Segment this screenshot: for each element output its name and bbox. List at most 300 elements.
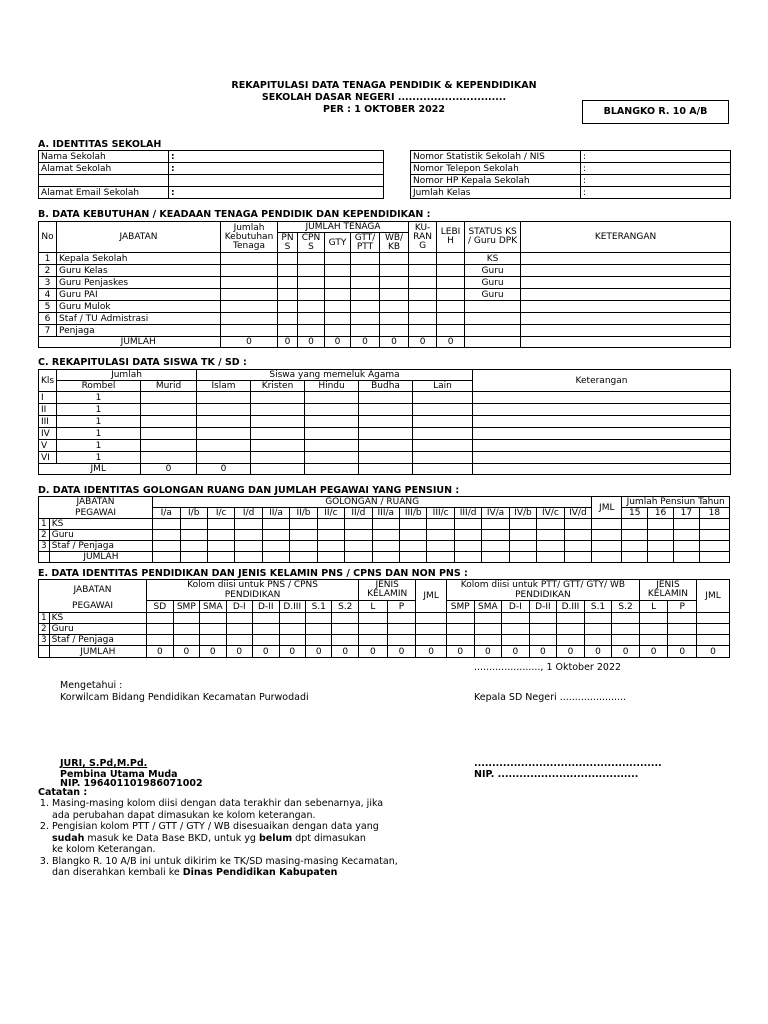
input-cell[interactable] <box>351 301 380 313</box>
input-cell[interactable] <box>235 552 262 563</box>
input-cell[interactable] <box>298 301 325 313</box>
input-cell[interactable] <box>697 613 730 624</box>
input-cell[interactable] <box>153 519 180 530</box>
input-cell[interactable] <box>416 635 447 646</box>
input-cell[interactable] <box>180 541 207 552</box>
input-cell[interactable] <box>290 541 317 552</box>
input-cell[interactable] <box>298 277 325 289</box>
input-cell[interactable] <box>173 624 199 635</box>
input-cell[interactable] <box>592 541 622 552</box>
input-cell[interactable] <box>332 613 359 624</box>
input-cell[interactable] <box>200 624 226 635</box>
input-cell[interactable] <box>278 301 298 313</box>
mengetahui-label: Mengetahui : <box>60 680 123 691</box>
input-cell[interactable] <box>409 325 437 337</box>
input-cell[interactable] <box>502 635 530 646</box>
input-cell[interactable] <box>380 253 409 265</box>
input-cell[interactable] <box>359 428 413 440</box>
row-kls: II <box>39 404 57 416</box>
input-cell[interactable] <box>305 635 331 646</box>
input-cell[interactable] <box>279 624 305 635</box>
input-cell[interactable] <box>509 541 536 552</box>
input-cell[interactable] <box>141 440 197 452</box>
total-cell: 0 <box>278 337 298 348</box>
input-cell[interactable] <box>454 541 481 552</box>
input-cell[interactable] <box>305 440 359 452</box>
input-cell[interactable] <box>305 624 331 635</box>
input-cell[interactable] <box>317 541 344 552</box>
input-cell[interactable] <box>400 552 427 563</box>
input-cell[interactable] <box>278 325 298 337</box>
input-cell[interactable] <box>529 635 557 646</box>
input-cell[interactable] <box>564 519 592 530</box>
col-jabatan: JABATAN <box>57 222 221 253</box>
col-gtt: GTT/ PTT <box>351 233 380 253</box>
input-cell[interactable] <box>372 552 399 563</box>
input-cell[interactable] <box>409 301 437 313</box>
input-cell[interactable] <box>699 519 729 530</box>
row-label: Guru <box>49 624 146 635</box>
input-cell[interactable] <box>372 519 399 530</box>
input-cell[interactable] <box>537 530 564 541</box>
input-cell[interactable] <box>251 440 305 452</box>
input-cell[interactable] <box>673 541 699 552</box>
input-cell[interactable] <box>413 452 473 464</box>
input-cell[interactable] <box>474 613 502 624</box>
input-cell[interactable] <box>207 552 234 563</box>
table-row <box>39 519 730 530</box>
keterangan-cell[interactable] <box>473 452 731 464</box>
col-cpns: CPN S <box>298 233 325 253</box>
input-cell[interactable] <box>325 301 351 313</box>
keterangan-cell[interactable] <box>473 404 731 416</box>
input-cell[interactable] <box>197 392 251 404</box>
input-cell[interactable] <box>564 541 592 552</box>
row-jabatan: Guru Mulok <box>57 301 221 313</box>
empty-cell <box>39 646 50 658</box>
input-cell[interactable] <box>345 519 372 530</box>
input-cell[interactable] <box>416 613 447 624</box>
total-cell: 0 <box>298 337 325 348</box>
input-cell[interactable] <box>305 613 331 624</box>
row-kls: I <box>39 392 57 404</box>
hp-ks-value[interactable]: : <box>581 175 731 187</box>
input-cell[interactable] <box>413 392 473 404</box>
keterangan-cell[interactable] <box>521 313 731 325</box>
total-cell: 0 <box>639 646 668 658</box>
input-cell[interactable] <box>509 530 536 541</box>
input-cell[interactable] <box>446 613 474 624</box>
jumlah-kelas-value[interactable]: : <box>581 187 731 199</box>
input-cell[interactable] <box>673 519 699 530</box>
input-cell[interactable] <box>251 392 305 404</box>
input-cell[interactable] <box>380 325 409 337</box>
input-cell[interactable] <box>298 265 325 277</box>
input-cell[interactable] <box>537 541 564 552</box>
row-label: KS <box>49 613 146 624</box>
col-keterangan: KETERANGAN <box>521 222 731 253</box>
input-cell[interactable] <box>622 552 648 563</box>
input-cell[interactable] <box>221 289 278 301</box>
input-cell[interactable] <box>437 301 465 313</box>
input-cell[interactable] <box>427 541 454 552</box>
input-cell[interactable] <box>427 552 454 563</box>
input-cell[interactable] <box>482 519 509 530</box>
input-cell[interactable] <box>697 624 730 635</box>
input-cell[interactable] <box>235 541 262 552</box>
input-cell[interactable] <box>207 530 234 541</box>
input-cell[interactable] <box>359 613 388 624</box>
keterangan-cell[interactable] <box>473 392 731 404</box>
input-cell[interactable] <box>413 416 473 428</box>
input-cell[interactable] <box>537 519 564 530</box>
input-cell[interactable] <box>351 277 380 289</box>
input-cell[interactable] <box>235 519 262 530</box>
input-cell[interactable] <box>221 253 278 265</box>
input-cell[interactable] <box>400 530 427 541</box>
input-cell[interactable] <box>409 277 437 289</box>
input-cell[interactable] <box>251 452 305 464</box>
input-cell[interactable] <box>173 635 199 646</box>
input-cell[interactable] <box>278 277 298 289</box>
input-cell[interactable] <box>345 530 372 541</box>
input-cell[interactable] <box>173 613 199 624</box>
input-cell[interactable] <box>221 277 278 289</box>
col-pns-d-i: D-I <box>226 601 252 613</box>
input-cell[interactable] <box>147 624 173 635</box>
keterangan-cell[interactable] <box>521 289 731 301</box>
row-no: 7 <box>39 325 57 337</box>
input-cell[interactable] <box>446 635 474 646</box>
input-cell[interactable] <box>141 452 197 464</box>
input-cell[interactable] <box>317 530 344 541</box>
input-cell[interactable] <box>153 541 180 552</box>
input-cell[interactable] <box>409 313 437 325</box>
input-cell[interactable] <box>427 530 454 541</box>
input-cell[interactable] <box>482 552 509 563</box>
keterangan-cell[interactable] <box>521 325 731 337</box>
input-cell[interactable] <box>454 519 481 530</box>
input-cell[interactable] <box>359 416 413 428</box>
input-cell[interactable] <box>278 289 298 301</box>
input-cell[interactable] <box>639 613 668 624</box>
input-cell[interactable] <box>325 289 351 301</box>
input-cell[interactable] <box>413 404 473 416</box>
input-cell[interactable] <box>200 613 226 624</box>
input-cell[interactable] <box>180 552 207 563</box>
input-cell[interactable] <box>502 624 530 635</box>
input-cell[interactable] <box>557 624 585 635</box>
input-cell[interactable] <box>592 530 622 541</box>
total-cell: 0 <box>253 646 279 658</box>
input-cell[interactable] <box>699 530 729 541</box>
input-cell[interactable] <box>345 552 372 563</box>
input-cell[interactable] <box>387 613 416 624</box>
nis-value[interactable]: : <box>581 151 731 163</box>
input-cell[interactable] <box>474 635 502 646</box>
input-cell[interactable] <box>262 552 289 563</box>
input-cell[interactable] <box>380 301 409 313</box>
input-cell[interactable] <box>564 530 592 541</box>
input-cell[interactable] <box>207 519 234 530</box>
keterangan-cell[interactable] <box>521 301 731 313</box>
input-cell[interactable] <box>437 277 465 289</box>
input-cell[interactable] <box>305 416 359 428</box>
input-cell[interactable] <box>278 313 298 325</box>
input-cell[interactable] <box>699 541 729 552</box>
input-cell[interactable] <box>221 313 278 325</box>
input-cell[interactable] <box>325 265 351 277</box>
input-cell[interactable] <box>290 519 317 530</box>
keterangan-cell[interactable] <box>473 440 731 452</box>
input-cell[interactable] <box>564 552 592 563</box>
input-cell[interactable] <box>251 416 305 428</box>
input-cell[interactable] <box>262 541 289 552</box>
input-cell[interactable] <box>197 452 251 464</box>
input-cell[interactable] <box>262 519 289 530</box>
col-jml-non: JML <box>697 580 730 613</box>
input-cell[interactable] <box>253 613 279 624</box>
input-cell[interactable] <box>668 635 697 646</box>
input-cell[interactable] <box>359 440 413 452</box>
input-cell[interactable] <box>253 635 279 646</box>
input-cell[interactable] <box>317 519 344 530</box>
input-cell[interactable] <box>290 530 317 541</box>
input-cell[interactable] <box>351 289 380 301</box>
input-cell[interactable] <box>197 428 251 440</box>
input-cell[interactable] <box>325 253 351 265</box>
input-cell[interactable] <box>359 452 413 464</box>
input-cell[interactable] <box>226 613 252 624</box>
input-cell[interactable] <box>400 519 427 530</box>
input-cell[interactable] <box>673 530 699 541</box>
input-cell[interactable] <box>221 301 278 313</box>
kepala-sd-title: Kepala SD Negeri ...................... <box>474 692 627 703</box>
total-cell: 0 <box>351 337 380 348</box>
input-cell[interactable] <box>197 404 251 416</box>
input-cell[interactable] <box>359 624 388 635</box>
input-cell[interactable] <box>482 541 509 552</box>
input-cell[interactable] <box>278 253 298 265</box>
input-cell[interactable] <box>298 325 325 337</box>
input-cell[interactable] <box>298 289 325 301</box>
input-cell[interactable] <box>226 624 252 635</box>
input-cell[interactable] <box>372 541 399 552</box>
input-cell[interactable] <box>325 277 351 289</box>
input-cell[interactable] <box>622 530 648 541</box>
input-cell[interactable] <box>305 392 359 404</box>
input-cell[interactable] <box>317 552 344 563</box>
input-cell[interactable] <box>584 624 612 635</box>
input-cell[interactable] <box>305 452 359 464</box>
input-cell[interactable] <box>197 416 251 428</box>
input-cell[interactable] <box>437 313 465 325</box>
input-cell[interactable] <box>648 552 674 563</box>
input-cell[interactable] <box>221 265 278 277</box>
input-cell[interactable] <box>673 552 699 563</box>
input-cell[interactable] <box>622 541 648 552</box>
table-row <box>39 541 730 552</box>
input-cell[interactable] <box>427 519 454 530</box>
input-cell[interactable] <box>502 613 530 624</box>
total-cell: 0 <box>474 646 502 658</box>
input-cell[interactable] <box>529 624 557 635</box>
input-cell[interactable] <box>251 428 305 440</box>
input-cell[interactable] <box>305 404 359 416</box>
input-cell[interactable] <box>325 325 351 337</box>
input-cell[interactable] <box>380 289 409 301</box>
input-cell[interactable] <box>380 313 409 325</box>
input-cell[interactable] <box>305 428 359 440</box>
table-row <box>39 530 730 541</box>
input-cell[interactable] <box>648 541 674 552</box>
input-cell[interactable] <box>359 404 413 416</box>
input-cell[interactable] <box>325 313 351 325</box>
input-cell[interactable] <box>668 624 697 635</box>
alamat-sekolah-value[interactable]: : <box>169 163 384 175</box>
input-cell[interactable] <box>147 635 173 646</box>
input-cell[interactable] <box>298 313 325 325</box>
input-cell[interactable] <box>180 519 207 530</box>
input-cell[interactable] <box>592 552 622 563</box>
input-cell[interactable] <box>697 635 730 646</box>
input-cell[interactable] <box>584 635 612 646</box>
input-cell[interactable] <box>141 416 197 428</box>
input-cell[interactable] <box>409 265 437 277</box>
input-cell[interactable] <box>668 613 697 624</box>
input-cell[interactable] <box>454 530 481 541</box>
input-cell[interactable] <box>141 428 197 440</box>
row-status: Guru <box>465 265 521 277</box>
input-cell[interactable] <box>372 530 399 541</box>
input-cell[interactable] <box>509 519 536 530</box>
input-cell[interactable] <box>413 440 473 452</box>
input-cell[interactable] <box>612 613 640 624</box>
input-cell[interactable] <box>437 265 465 277</box>
input-cell[interactable] <box>279 613 305 624</box>
keterangan-cell[interactable] <box>473 416 731 428</box>
input-cell[interactable] <box>592 519 622 530</box>
input-cell[interactable] <box>557 613 585 624</box>
input-cell[interactable] <box>437 253 465 265</box>
col-year-17: 17 <box>673 508 699 519</box>
row-jabatan: Guru Kelas <box>57 265 221 277</box>
input-cell[interactable] <box>180 530 207 541</box>
input-cell[interactable] <box>416 624 447 635</box>
keterangan-cell[interactable] <box>521 277 731 289</box>
nama-sekolah-value[interactable]: : <box>169 151 384 163</box>
input-cell[interactable] <box>648 530 674 541</box>
korwilcam-title: Korwilcam Bidang Pendidikan Kecamatan Purwodadi <box>60 692 309 703</box>
row-rombel: 1 <box>57 392 141 404</box>
section-e-title: E. DATA IDENTITAS PENDIDIKAN DAN JENIS KELAMIN PNS / CPNS DAN NON PNS : <box>38 568 468 579</box>
input-cell[interactable] <box>279 635 305 646</box>
input-cell[interactable] <box>437 325 465 337</box>
input-cell[interactable] <box>529 613 557 624</box>
keterangan-cell[interactable] <box>473 428 731 440</box>
input-cell[interactable] <box>612 635 640 646</box>
alamat-sekolah-value-2[interactable] <box>169 175 384 187</box>
input-cell[interactable] <box>387 624 416 635</box>
input-cell[interactable] <box>200 635 226 646</box>
input-cell[interactable] <box>409 289 437 301</box>
input-cell[interactable] <box>226 635 252 646</box>
col-gol-ii-b: II/b <box>290 508 317 519</box>
input-cell[interactable] <box>207 541 234 552</box>
input-cell[interactable] <box>141 404 197 416</box>
telepon-value[interactable]: : <box>581 163 731 175</box>
input-cell[interactable] <box>153 552 180 563</box>
input-cell[interactable] <box>387 635 416 646</box>
keterangan-cell[interactable] <box>521 253 731 265</box>
input-cell[interactable] <box>298 253 325 265</box>
input-cell[interactable] <box>359 635 388 646</box>
col-hindu: Hindu <box>305 381 359 392</box>
input-cell[interactable] <box>253 624 279 635</box>
input-cell[interactable] <box>251 404 305 416</box>
input-cell[interactable] <box>612 624 640 635</box>
input-cell[interactable] <box>221 325 278 337</box>
input-cell[interactable] <box>380 277 409 289</box>
input-cell[interactable] <box>648 519 674 530</box>
input-cell[interactable] <box>509 552 536 563</box>
input-cell[interactable] <box>482 530 509 541</box>
input-cell[interactable] <box>153 530 180 541</box>
alamat-sekolah-label: Alamat Sekolah <box>41 163 112 174</box>
input-cell[interactable] <box>409 253 437 265</box>
input-cell[interactable] <box>639 635 668 646</box>
input-cell[interactable] <box>622 519 648 530</box>
keterangan-cell[interactable] <box>521 265 731 277</box>
input-cell[interactable] <box>359 392 413 404</box>
input-cell[interactable] <box>380 265 409 277</box>
input-cell[interactable] <box>557 635 585 646</box>
pendidikan-table <box>38 579 730 658</box>
input-cell[interactable] <box>197 440 251 452</box>
input-cell[interactable] <box>278 265 298 277</box>
input-cell[interactable] <box>351 325 380 337</box>
input-cell[interactable] <box>235 530 262 541</box>
total-cell: 0 <box>332 646 359 658</box>
input-cell[interactable] <box>413 428 473 440</box>
total-cell: 0 <box>147 646 173 658</box>
input-cell[interactable] <box>474 624 502 635</box>
input-cell[interactable] <box>537 552 564 563</box>
input-cell[interactable] <box>332 635 359 646</box>
input-cell[interactable] <box>639 624 668 635</box>
identity-left-table <box>38 150 384 199</box>
input-cell[interactable] <box>584 613 612 624</box>
input-cell[interactable] <box>400 541 427 552</box>
input-cell[interactable] <box>351 253 380 265</box>
input-cell[interactable] <box>437 289 465 301</box>
row-jabatan: Guru PAI <box>57 289 221 301</box>
input-cell[interactable] <box>351 313 380 325</box>
input-cell[interactable] <box>454 552 481 563</box>
input-cell[interactable] <box>446 624 474 635</box>
input-cell[interactable] <box>141 392 197 404</box>
col-jk-pns-l: L <box>359 601 388 613</box>
input-cell[interactable] <box>262 530 289 541</box>
input-cell[interactable] <box>290 552 317 563</box>
input-cell[interactable] <box>147 613 173 624</box>
input-cell[interactable] <box>351 265 380 277</box>
input-cell[interactable] <box>345 541 372 552</box>
table-row <box>39 440 731 452</box>
input-cell[interactable] <box>699 552 729 563</box>
input-cell[interactable] <box>332 624 359 635</box>
email-sekolah-value[interactable]: : <box>169 187 384 199</box>
